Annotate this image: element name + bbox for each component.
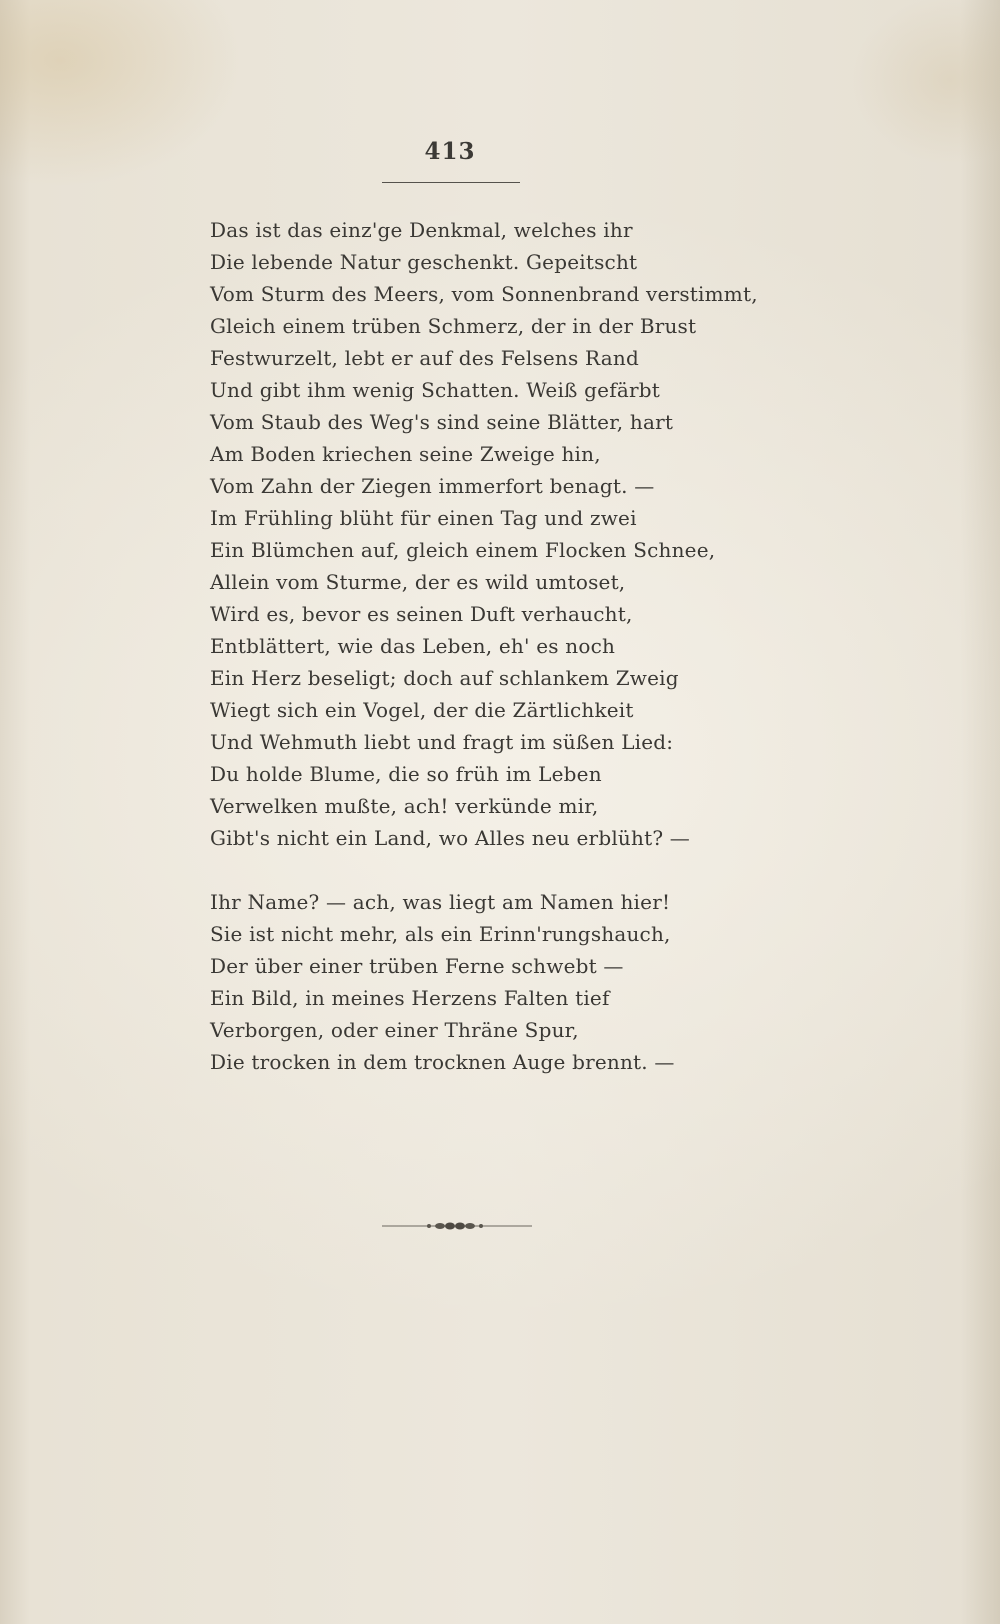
poem-line: Wird es, bevor es seinen Duft verhaucht,: [210, 602, 633, 626]
poem-line: Sie ist nicht mehr, als ein Erinn'rungshauch,: [210, 922, 671, 946]
poem-line: Du holde Blume, die so früh im Leben: [210, 762, 602, 786]
poem-line: Allein vom Sturme, der es wild umtoset,: [210, 570, 626, 594]
poem-line: Gibt's nicht ein Land, wo Alles neu erblüht? —: [210, 826, 691, 850]
poem-line: Entblättert, wie das Leben, eh' es noch: [210, 634, 616, 658]
poem-line: Ihr Name? — ach, was liegt am Namen hier!: [210, 890, 671, 914]
poem-line: Und Wehmuth liebt und fragt im süßen Lied:: [210, 730, 674, 754]
poem-line: Das ist das einz'ge Denkmal, welches ihr: [210, 218, 633, 242]
poem-line: Verborgen, oder einer Thräne Spur,: [210, 1018, 579, 1042]
header-rule: [382, 182, 520, 183]
poem-line: Ein Bild, in meines Herzens Falten tief: [210, 986, 610, 1010]
poem-line: Verwelken mußte, ach! verkünde mir,: [210, 794, 599, 818]
poem-line: Wiegt sich ein Vogel, der die Zärtlichkeit: [210, 698, 634, 722]
poem-line: Vom Sturm des Meers, vom Sonnenbrand verstimmt,: [210, 282, 758, 306]
poem-line: Im Frühling blüht für einen Tag und zwei: [210, 506, 637, 530]
poem-line: Der über einer trüben Ferne schwebt —: [210, 954, 624, 978]
poem-line: Vom Zahn der Ziegen immerfort benagt. —: [210, 474, 655, 498]
poem-text: [210, 214, 790, 1078]
poem-line: Die lebende Natur geschenkt. Gepeitscht: [210, 250, 638, 274]
end-ornament-icon: [382, 1218, 532, 1234]
poem-line: Ein Blümchen auf, gleich einem Flocken Schnee,: [210, 538, 716, 562]
poem-line: Am Boden kriechen seine Zweige hin,: [210, 442, 601, 466]
poem-line: Festwurzelt, lebt er auf des Felsens Rand: [210, 346, 639, 370]
poem-line: Die trocken in dem trocknen Auge brennt. —: [210, 1050, 675, 1074]
poem-line: Vom Staub des Weg's sind seine Blätter, hart: [210, 410, 674, 434]
poem-line: Gleich einem trüben Schmerz, der in der Brust: [210, 314, 697, 338]
stanza-break: [210, 854, 790, 886]
poem-line: Ein Herz beseligt; doch auf schlankem Zweig: [210, 666, 679, 690]
poem-line: Und gibt ihm wenig Schatten. Weiß gefärbt: [210, 378, 660, 402]
page-number: 413: [424, 138, 476, 165]
